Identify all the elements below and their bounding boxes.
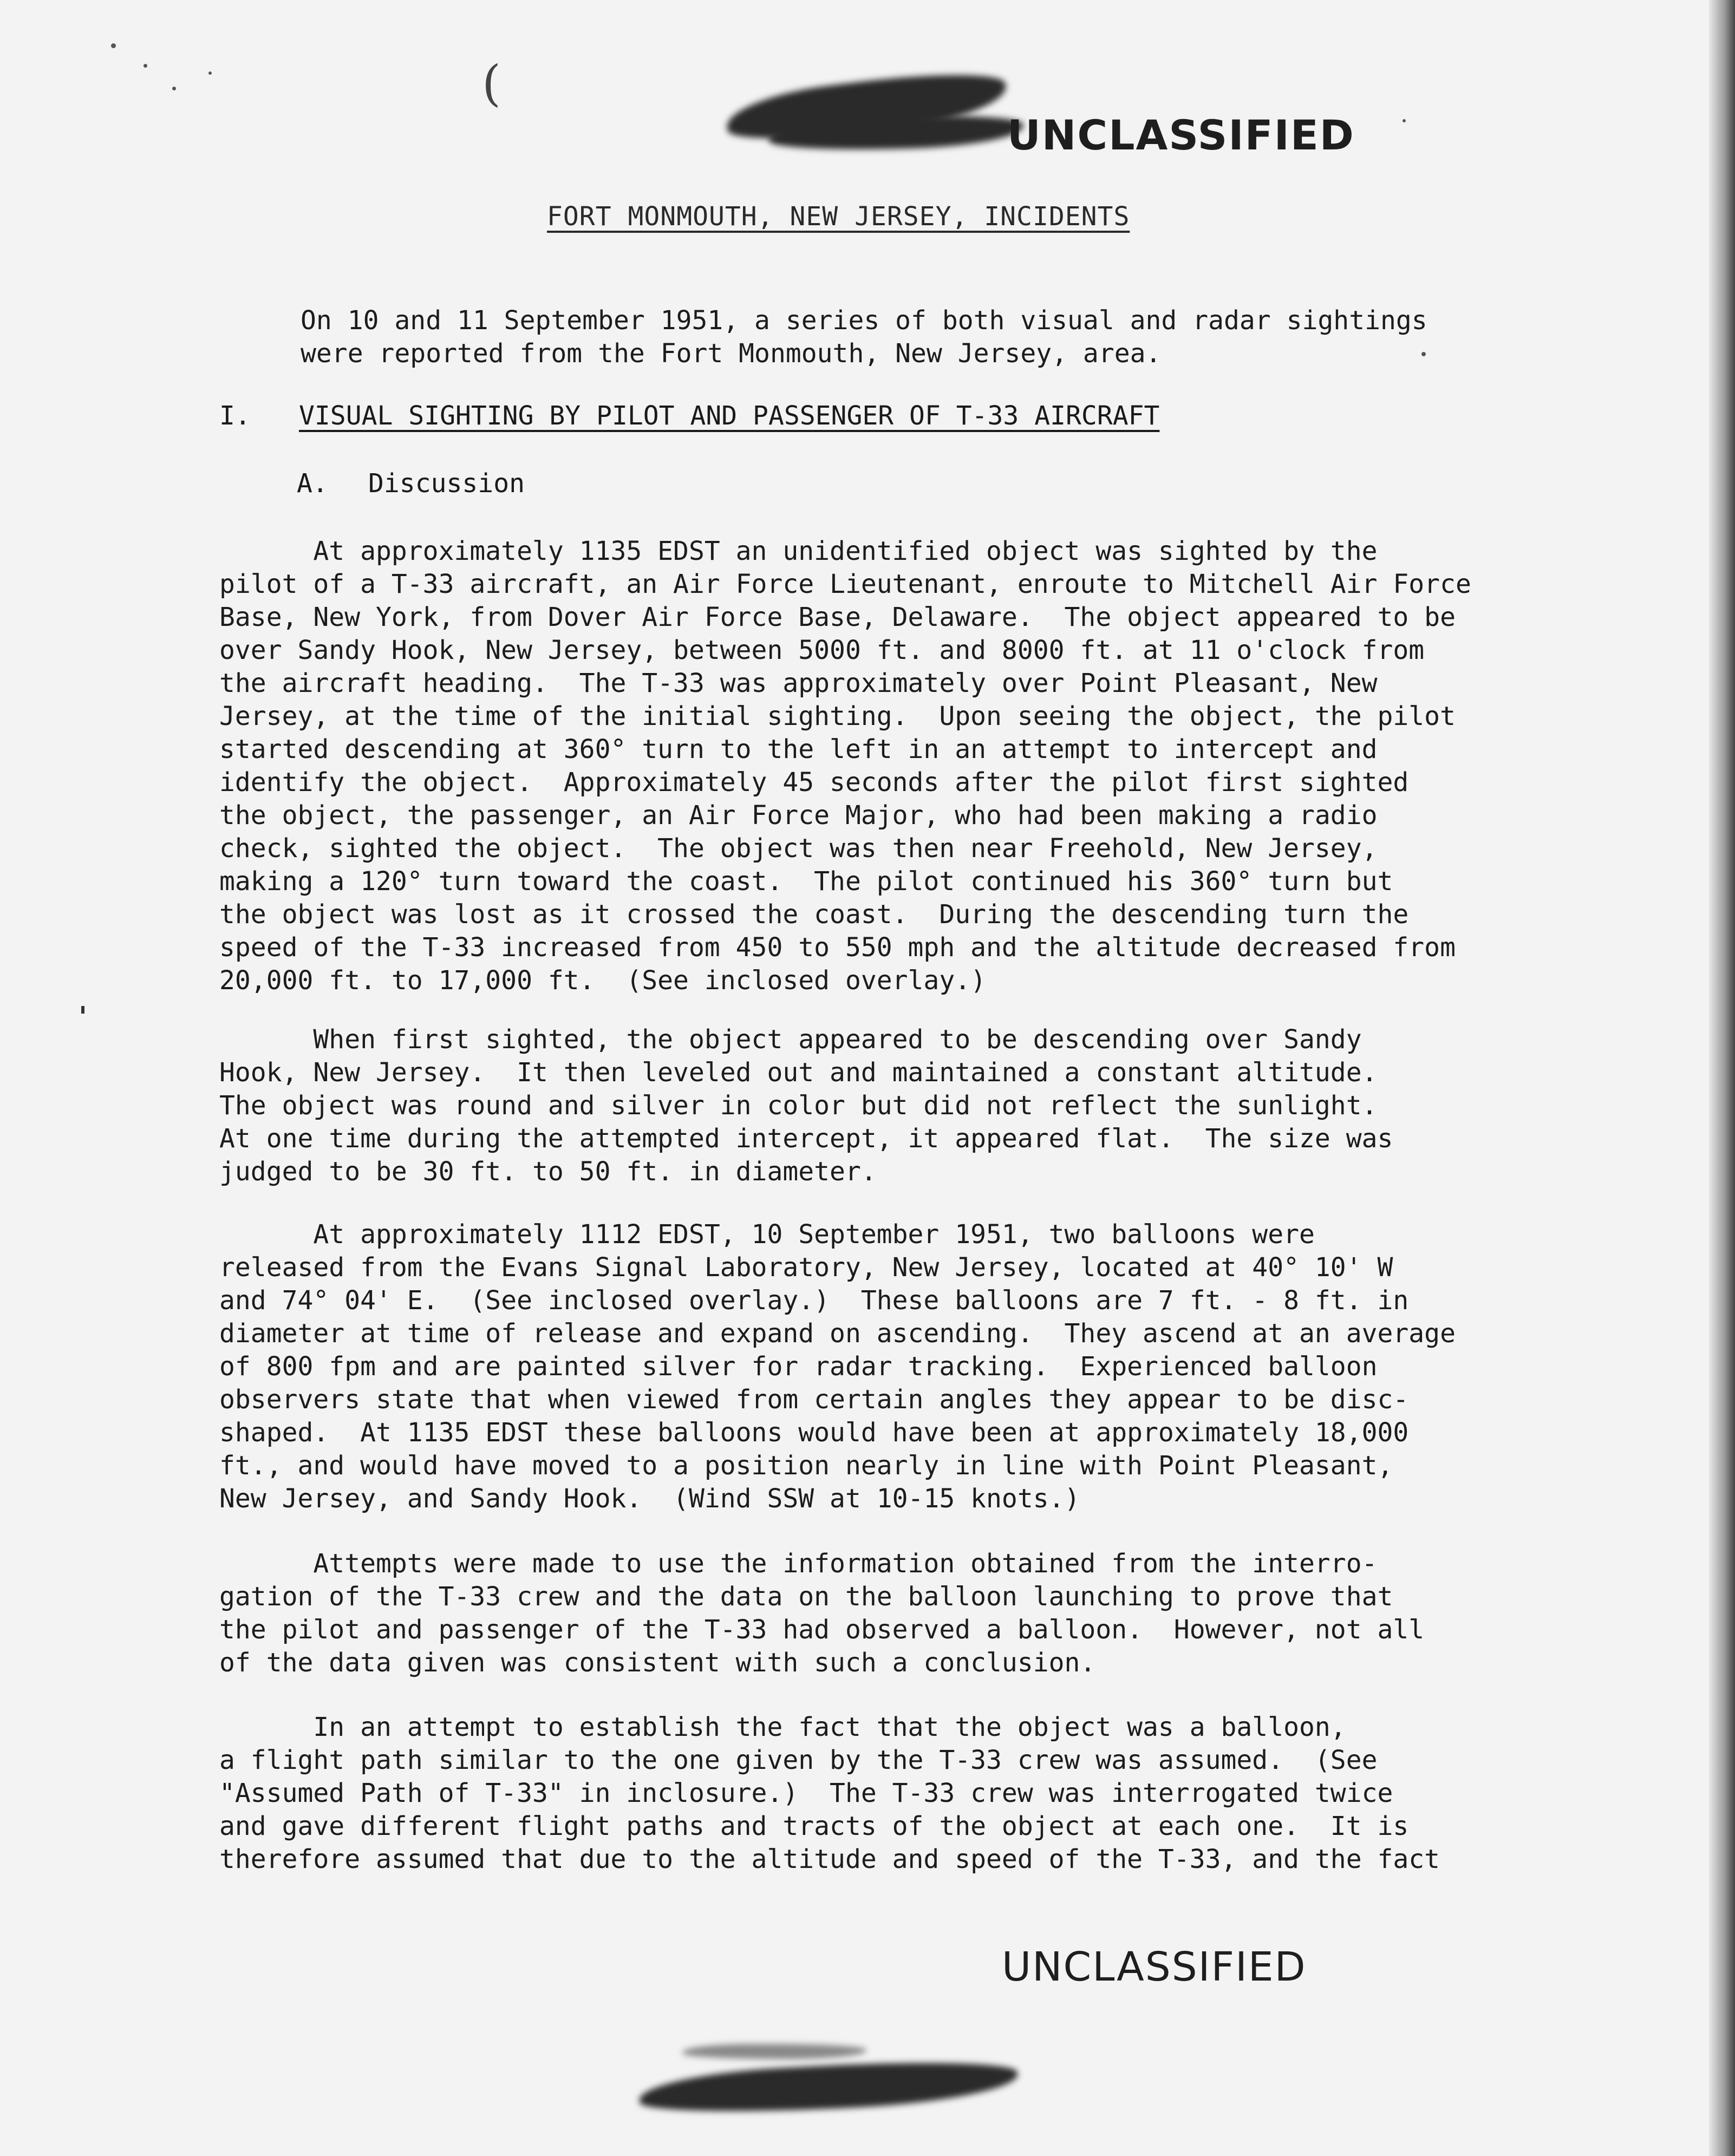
classification-stamp-top: UNCLASSIFIED: [1007, 111, 1355, 159]
section-title: VISUAL SIGHTING BY PILOT AND PASSENGER OF T-33 AIRCRAFT: [299, 401, 1160, 431]
intro-paragraph: On 10 and 11 September 1951, a series of both visual and radar sightings were reported from the Fort Monmouth, New Jersey, area.: [301, 305, 1427, 369]
redaction-mark: [682, 2044, 866, 2059]
margin-mark: [81, 1006, 84, 1014]
speck: [172, 87, 176, 90]
classification-stamp-bottom: UNCLASSIFIED: [1002, 1944, 1307, 1990]
scribble-mark: (: [482, 55, 501, 112]
subsection-letter: A.: [297, 468, 328, 499]
subsection-title: Discussion: [368, 468, 525, 499]
document-title: FORT MONMOUTH, NEW JERSEY, INCIDENTS: [547, 201, 1130, 232]
speck: [1403, 119, 1406, 122]
section-number: I.: [219, 401, 251, 431]
redaction-mark: [638, 2056, 1019, 2119]
paragraph-interrogation: Attempts were made to use the information obtained from the interro- gation of the T-33 crew and the data on the balloon launching to prove that the pilot and passenger of the T-33 had observed a balloon. However, not all of the data given was consistent with such a conclusion.: [219, 1549, 1425, 1678]
speck: [111, 43, 116, 48]
paragraph-assumed-path: In an attempt to establish the fact that the object was a balloon, a flight path similar to the one given by the T-33 crew was assumed. (See "Assumed Path of T-33" in inclosure.) The T-33 crew was interrogated twice and gave different flight paths and tracts of the object at each one. It is therefore assumed that due to the altitude and speed of the T-33, and the fact: [219, 1712, 1440, 1874]
paragraph-initial-sighting: At approximately 1135 EDST an unidentified object was sighted by the pilot of a T-33 aircraft, an Air Force Lieutenant, enroute to Mitchell Air Force Base, New York, from Dover Air Force Base, Delaware. The object appeared to be over Sandy Hook, New Jersey, between 5000 ft. and 8000 ft. at 11 o'clock from the aircraft heading. The T-33 was approximately over Point Pleasant, New Jersey, at the time of the initial sighting. Upon seeing the object, the pilot started descending at 360° turn to the left in an attempt to intercept and identify the object. Approximately 45 seconds after the pilot first sighted the object, the passenger, an Air Force Major, who had been making a radio check, sighted the object. The object was then near Freehold, New Jersey, making a 120° turn toward the coast. The pilot continued his 360° turn but the object was lost as it crossed the coast. During the descending turn the speed of the T-33 increased from 450 to 550 mph and the altitude decreased from 20,000 ft. to 17,000 ft. (See inclosed overlay.): [219, 536, 1471, 996]
paragraph-balloon-release: At approximately 1112 EDST, 10 September 1951, two balloons were released from the Evans Signal Laboratory, New Jersey, located at 40° 10' W and 74° 04' E. (See inclosed overlay.) These balloons are 7 ft. - 8 ft. in diameter at time of release and expand on ascending. They ascend at an average of 800 fpm and are painted silver for radar tracking. Experienced balloon observers state that when viewed from certain angles they appear to be disc- shaped. At 1135 EDST these balloons would have been at approximately 18,000 ft., and would have moved to a position nearly in line with Point Pleasant, New Jersey, and Sandy Hook. (Wind SSW at 10-15 knots.): [219, 1219, 1456, 1514]
page-edge-shadow: [1709, 0, 1735, 2156]
paragraph-object-description: When first sighted, the object appeared to be descending over Sandy Hook, New Jersey. It then leveled out and maintained a constant altitude. The object was round and silver in color but did not reflect the sunlight. At one time during the attempted intercept, it appeared flat. The size was judged to be 30 ft. to 50 ft. in diameter.: [219, 1024, 1393, 1187]
speck: [144, 64, 147, 68]
speck: [208, 71, 212, 75]
